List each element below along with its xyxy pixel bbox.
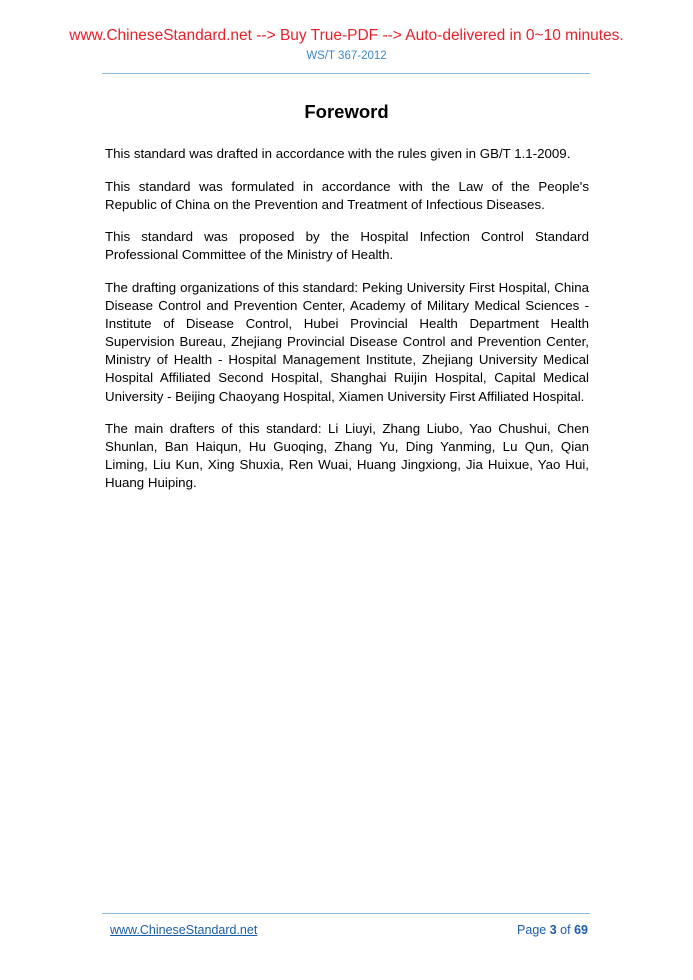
page-total-number: 69 [574, 923, 588, 937]
header-divider [102, 73, 590, 74]
page-label: Page [517, 923, 547, 937]
paragraph-main-drafters: The main drafters of this standard: Li Liuyi, Zhang Liubo, Yao Chushui, Chen Shunlan, Ban Haiqun, Hu Guoqing, Zhang Yu, Ding Yanming, Lu Qun, Qian Liming, Liu Kun, Xing Shuxia, Ren Wuai, Huang Jingxiong, Jia Huixue, Yao Hui, Huang Huiping. [105, 421, 589, 491]
footer-divider [102, 913, 590, 914]
page-title: Foreword [304, 101, 389, 122]
paragraph-drafting-organizations: The drafting organizations of this standard: Peking University First Hospital, China Disease Control and Prevention Center, Academy of Military Medical Sciences - Institute of Disease Control, Hubei Provincial Health Department Health Supervision Bureau, Zhejiang Provincial Disease Control and Prevention Center, Ministry of Health - Hospital Management Institute, Zhejiang University Medical Hospital Affiliated Second Hospital, Shanghai Ruijin Hospital, Capital Medical University - Beijing Chaoyang Hospital, Xiamen University First Affiliated Hospital. [105, 279, 589, 404]
footer-site-link[interactable]: www.ChineseStandard.net [110, 923, 258, 937]
paragraph-drafting-rules: This standard was drafted in accordance with the rules given in GB/T 1.1-2009. [105, 146, 571, 161]
document-code: WS/T 367-2012 [306, 50, 387, 62]
paragraph-proposer: This standard was proposed by the Hospital Infection Control Standard Professional Committee of the Ministry of Health. [105, 229, 589, 263]
page-current-number: 3 [549, 923, 557, 937]
promo-banner-link[interactable]: www.ChineseStandard.net --> Buy True-PDF --> Auto-delivered in 0~10 minutes. [69, 27, 624, 44]
page-of-label: of [560, 923, 571, 937]
foreword-body [105, 145, 589, 507]
page-indicator [517, 923, 588, 937]
paragraph-law-basis: This standard was formulated in accordance with the Law of the People's Republic of China on the Prevention and Treatment of Infectious Diseases. [105, 178, 589, 212]
